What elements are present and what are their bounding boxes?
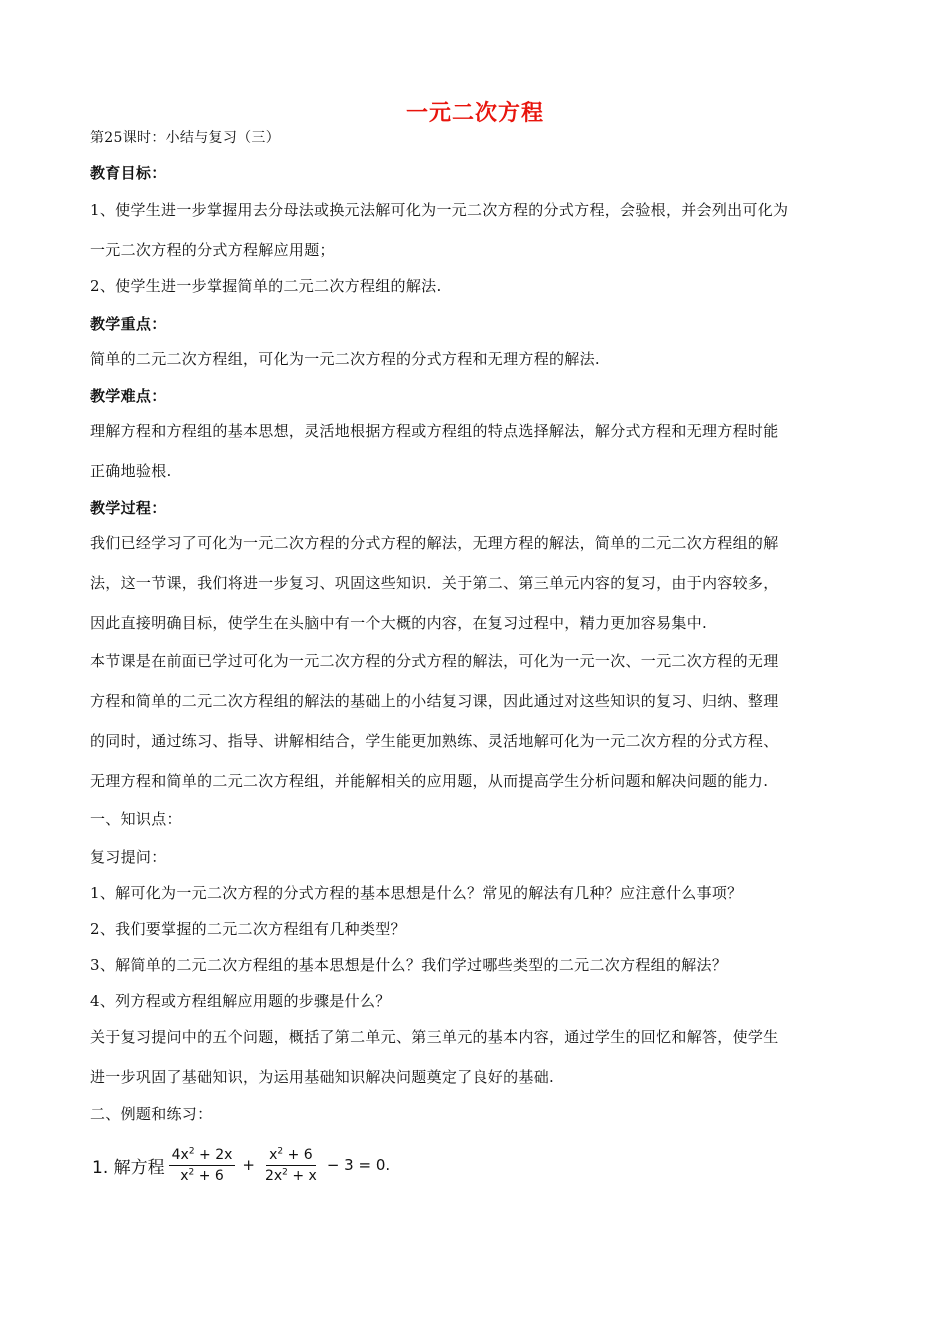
exponent: 2	[277, 1145, 284, 1156]
question-1: 1、解可化为一元二次方程的分式方程的基本思想是什么？常见的解法有几种？应注意什么事项？	[90, 884, 743, 902]
fraction-2-numerator	[266, 1147, 316, 1166]
key-points-heading: 教学重点：	[90, 315, 167, 333]
question-2: 2、我们要掌握的二元二次方程组有几种类型？	[90, 920, 406, 938]
difficulties-heading: 教学难点：	[90, 387, 167, 405]
fraction-1-numerator	[169, 1147, 236, 1166]
process-para-2-line-2: 方程和简单的二元二次方程组的解法的基础上的小结复习课，因此通过对这些知识的复习、归纳、整理	[90, 692, 779, 710]
difficulties-line-1: 理解方程和方程组的基本思想，灵活地根据方程或方程组的特点选择解法，解分式方程和无理方程时能	[90, 422, 779, 440]
examples-heading: 二、例题和练习：	[90, 1105, 213, 1123]
question-4: 4、列方程或方程组解应用题的步骤是什么？	[90, 992, 391, 1010]
review-summary-line-2: 进一步巩固了基础知识，为运用基础知识解决问题奠定了良好的基础.	[90, 1068, 555, 1086]
objective-2: 2、使学生进一步掌握简单的二元二次方程组的解法.	[90, 277, 442, 295]
term: + 6	[194, 1167, 224, 1184]
document-title: 一元二次方程	[405, 101, 544, 126]
process-para-2-line-4: 无理方程和简单的二元二次方程组，并能解相关的应用题，从而提高学生分析问题和解决问题的能力.	[90, 772, 769, 790]
knowledge-heading: 一、知识点：	[90, 810, 182, 828]
equation-tail: − 3 = 0.	[326, 1156, 391, 1174]
example-1-label: 1. 解方程	[92, 1157, 165, 1178]
exponent: 2	[282, 1166, 288, 1177]
key-points-text: 简单的二元二次方程组，可化为一元二次方程的分式方程和无理方程的解法.	[90, 350, 600, 368]
term: x	[269, 1146, 278, 1163]
review-summary-line-1: 关于复习提问中的五个问题，概括了第二单元、第三单元的基本内容，通过学生的回忆和解答，使学生	[90, 1028, 779, 1046]
fraction-1	[169, 1147, 236, 1184]
term: x	[180, 1167, 189, 1184]
objectives-heading: 教育目标：	[90, 164, 167, 182]
process-para-2-line-3: 的同时，通过练习、指导、讲解相结合，学生能更加熟练、灵活地解可化为一元二次方程的分式方程、	[90, 732, 779, 750]
review-label: 复习提问：	[90, 848, 167, 866]
exponent: 2	[188, 1145, 195, 1156]
process-heading: 教学过程：	[90, 499, 167, 517]
question-3: 3、解简单的二元二次方程组的基本思想是什么？我们学过哪些类型的二元二次方程组的解法？	[90, 956, 728, 974]
term: + 6	[283, 1146, 313, 1163]
fraction-2	[262, 1147, 320, 1184]
objective-1-line-1: 1、使学生进一步掌握用去分母法或换元法解可化为一元二次方程的分式方程，会验根，并会列出可化为	[90, 201, 789, 219]
term: + x	[287, 1167, 317, 1184]
process-para-1-line-3: 因此直接明确目标，使学生在头脑中有一个大概的内容，在复习过程中，精力更加容易集中.	[90, 614, 708, 632]
process-para-1-line-1: 我们已经学习了可化为一元二次方程的分式方程的解法，无理方程的解法，简单的二元二次方程组的解	[90, 534, 779, 552]
term: 2x	[264, 1167, 283, 1184]
process-para-1-line-2: 法，这一节课，我们将进一步复习、巩固这些知识．关于第二、第三单元内容的复习，由于内容较多，	[90, 574, 779, 592]
difficulties-line-2: 正确地验根.	[90, 462, 172, 480]
plus-sign: +	[242, 1156, 255, 1174]
fraction-2-denominator	[262, 1166, 320, 1184]
process-para-2-line-1: 本节课是在前面已学过可化为一元二次方程的分式方程的解法，可化为一元一次、一元二次方程的无理	[90, 652, 779, 670]
fraction-1-denominator	[177, 1166, 227, 1184]
term: 4x	[171, 1146, 189, 1163]
exponent: 2	[188, 1166, 195, 1177]
term: + 2x	[194, 1146, 233, 1163]
objective-1-line-2: 一元二次方程的分式方程解应用题；	[90, 241, 335, 259]
example-1-equation	[92, 1138, 393, 1192]
lesson-subtitle: 第25课时：小结与复习（三）	[90, 130, 281, 146]
